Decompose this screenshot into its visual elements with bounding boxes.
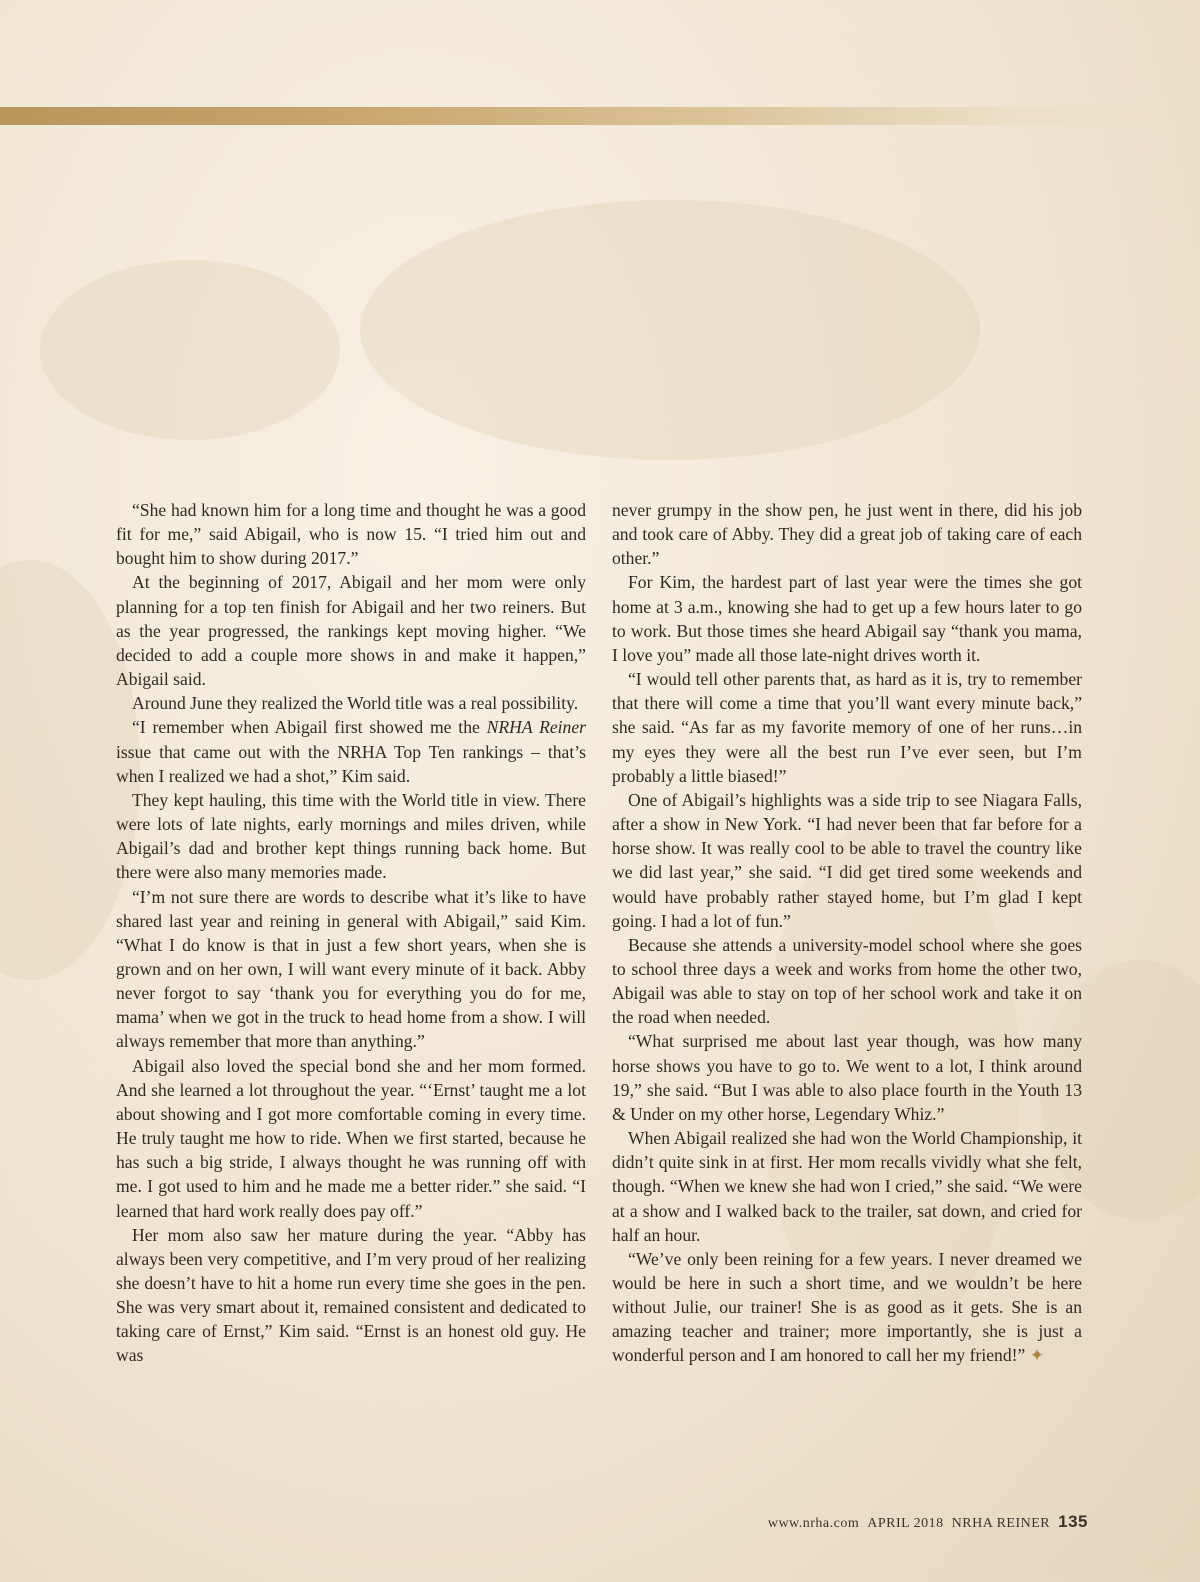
footer-url: www.nrha.com	[767, 1516, 860, 1531]
article-paragraph: “She had known him for a long time and thought he was a good fit for me,” said Abigail, who is now 15. “I tried him out and bought him to show during 2017.”	[116, 500, 586, 569]
map-landmass-2	[40, 260, 340, 440]
article-paragraph: “What surprised me about last year though, was how many horse shows you have to go to. We went to a lot, I think around 19,” she said. “But I was able to also place fourth in the Youth 13 & Under on my other horse, Legendary Whiz.”	[612, 1031, 1082, 1124]
footer-issue: APRIL 2018	[867, 1516, 944, 1531]
map-landmass-1	[360, 200, 980, 460]
magazine-title: NRHA Reiner	[486, 717, 586, 738]
footer-magazine: NRHA REINER	[951, 1516, 1051, 1531]
article-paragraph: Because she attends a university-model school where she goes to school three days a week and works from home the other two, Abigail was able to stay on top of her school work and take it on the road when needed.	[612, 934, 1082, 1028]
article-paragraph	[612, 1247, 1082, 1368]
end-of-article-icon: ✦	[1029, 1345, 1045, 1366]
paragraph-text: “I remember when Abigail first showed me the	[132, 717, 487, 738]
article-paragraph: They kept hauling, this time with the World title in view. There were lots of late nights, early mornings and miles driven, while Abigail’s dad and brother kept things running back home. But there were also many memories made.	[116, 789, 586, 883]
article-paragraph: Abigail also loved the special bond she and her mom formed. And she learned a lot throughout the year. “‘Ernst’ taught me a lot about showing and I got more comfortable coming in every time. He truly taught me how to ride. When we first started, because he has such a big stride, I always thought he was running off with me. I got used to him and he made me a better rider.” she said. “I learned that hard work really does pay off.”	[116, 1055, 586, 1221]
article-paragraph: Around June they realized the World title was a real possibility.	[132, 693, 579, 714]
page-number: 135	[1058, 1512, 1088, 1531]
page-footer	[768, 1512, 1088, 1532]
paragraph-text: “We’ve only been reining for a few years. I never dreamed we would be here in such a short time, and we wouldn’t be here without Julie, our trainer! She is as good as it gets. She is an amazing teacher and trainer; more importantly, she is just a wonderful person and I am honored to call her my friend!”	[612, 1248, 1082, 1366]
article-paragraph: When Abigail realized she had won the World Championship, it didn’t quite sink in at first. Her mom recalls vividly what she felt, though. “When we knew she had won I cried,” she said. “We were at a show and I walked back to the trailer, sat down, and cried for half an hour.	[612, 1128, 1082, 1245]
article-column-right	[612, 498, 1082, 1368]
article-column-left	[116, 498, 586, 1368]
header-gold-bar	[0, 107, 1200, 125]
article-paragraph: At the beginning of 2017, Abigail and her mom were only planning for a top ten finish for Abigail and her two reiners. But as the year progressed, the rankings kept moving higher. “We decided to add a couple more shows in and make it happen,” Abigail said.	[116, 572, 586, 690]
article-paragraph: never grumpy in the show pen, he just went in there, did his job and took care of Abby. They did a great job of taking care of each other.”	[612, 500, 1082, 569]
article-paragraph: For Kim, the hardest part of last year were the times she got home at 3 a.m., knowing she had to get up a few hours later to go to work. But those times she heard Abigail say “thank you mama, I love you” made all those late-night drives worth it.	[612, 572, 1082, 665]
article-paragraph	[116, 715, 586, 787]
article-paragraph: One of Abigail’s highlights was a side trip to see Niagara Falls, after a show in New York. “I had never been that far before for a horse show. It was really cool to be able to travel the country like we did last year,” she said. “I did get tired some weekends and would have probably rather stayed home, but I’m glad I kept going. I had a lot of fun.”	[612, 789, 1082, 931]
article-paragraph: “I’m not sure there are words to describe what it’s like to have shared last year and reining in general with Abigail,” said Kim. “What I do know is that in just a few short years, when she is grown and on her own, I will want every minute of it back. Abby never forgot to say ‘thank you for everything you do for me, mama’ when we got in the truck to head home from a show. I will always remember that more than anything.”	[116, 886, 586, 1052]
article-paragraph: “I would tell other parents that, as hard as it is, try to remember that there will come a time that you’ll want every minute back,” she said. “As far as my favorite memory of one of her runs…in my eyes they were all the best run I’ve ever seen, but I’m probably a little biased!”	[612, 669, 1082, 786]
paragraph-text: issue that came out with the NRHA Top Ten rankings – that’s when I realized we had a shot,” Kim said.	[116, 741, 586, 786]
article-paragraph: Her mom also saw her mature during the year. “Abby has always been very competitive, and I’m very proud of her realizing she doesn’t have to hit a home run every time she goes in the pen. She was very smart about it, remained consistent and dedicated to taking care of Ernst,” Kim said. “Ernst is an honest old guy. He was	[116, 1224, 586, 1366]
